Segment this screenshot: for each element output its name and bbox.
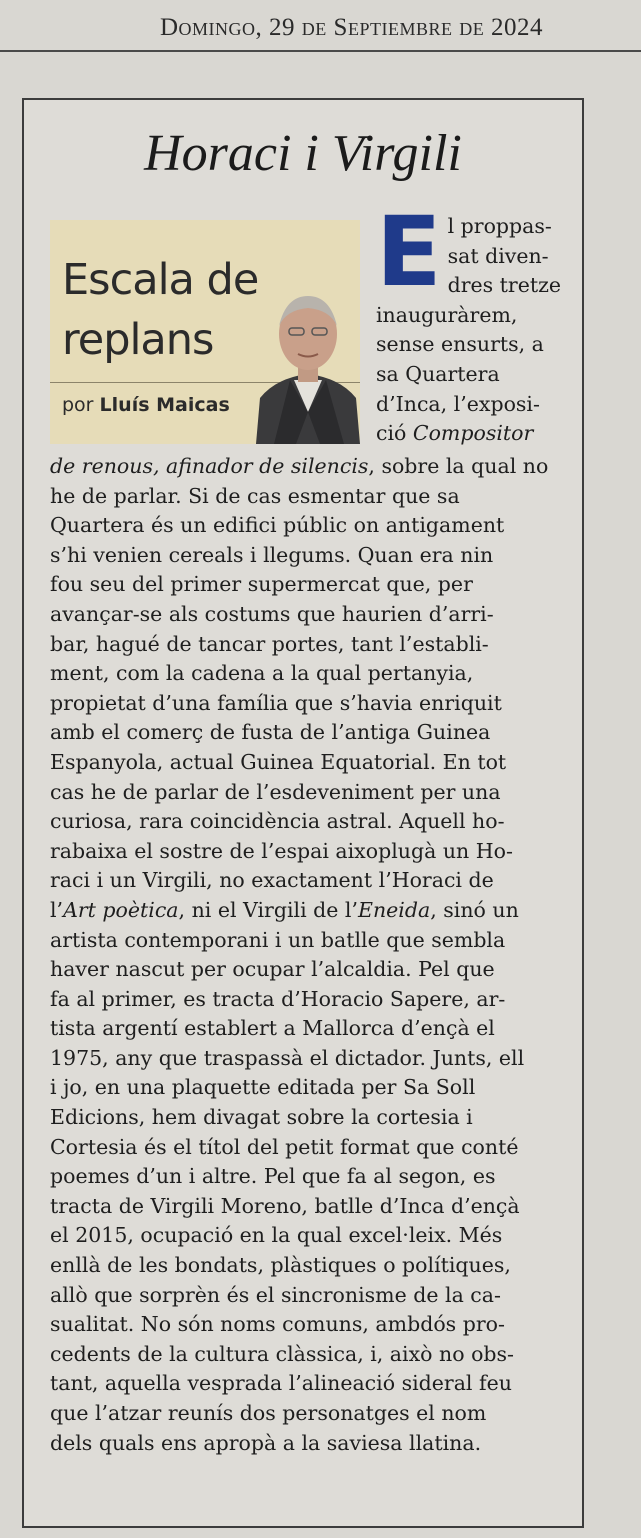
text-line: avançar-se als costums que haurien d’arri- [50,601,494,626]
text-line: sualitat. No són noms comuns, ambdós pro- [50,1312,505,1337]
text-line: Quartera és un edifici públic on antigament [50,513,505,538]
artwork-title: de renous, afinador de silencis [50,454,369,478]
text-line: artista contemporani i un batlle que sembla [50,927,506,952]
text-line: allò que sorprèn és el sincronisme de la ca- [50,1282,501,1307]
text-line: 1975, any que traspassà el dictador. Junts, ell [50,1045,525,1070]
text-line: tracta de Virgili Moreno, batlle d’Inca d’ençà [50,1193,520,1218]
text-line: dels quals ens apropà a la saviesa llatina. [50,1430,482,1455]
work-title: Art poètica [63,897,179,922]
header-rule [0,50,641,52]
text-line: sat diven- [447,243,549,268]
headline: Horaci i Virgili [144,125,462,182]
text-line [50,896,562,926]
article-frame [22,98,584,1528]
byline-prefix: por [62,394,94,416]
work-title: Eneida [358,897,431,922]
text-line: curiosa, rara coincidència astral. Aquell ho- [50,809,505,834]
text-line: haver nascut per ocupar l’alcaldia. Pel que [50,957,495,982]
text-segment: , ni el Virgili de l’ [178,897,358,922]
text-line: he de parlar. Si de cas esmentar que sa [50,483,460,508]
column-box-spacer [50,212,376,452]
dateline: Domingo, 29 de Septiembre de 2024 [160,14,543,41]
text-line: el 2015, ocupació en la qual excel·leix. Més [50,1223,503,1248]
text-segment: ció [376,421,413,446]
author-name: Lluís Maicas [99,394,230,416]
drop-cap: E [376,196,442,308]
text-line: sa Quartera [376,361,500,386]
text-line: tant, aquella vesprada l’alineació sideral feu [50,1371,512,1396]
text-line: s’hi venien cereals i llegums. Quan era nin [50,542,494,567]
text-line: rabaixa el sostre de l’espai aixoplugà un Ho- [50,838,513,863]
text-line: Cortesia és el títol del petit format que conté [50,1134,519,1159]
text-line: fou seu del primer supermercat que, per [50,572,473,597]
text-line: l proppas- [447,214,552,238]
article-body [50,196,562,1458]
text-line: que l’atzar reunís dos personatges el nom [50,1401,487,1425]
artwork-title: Compositor [412,421,534,446]
text-segment: l’ [50,897,64,922]
text-segment: , sinó un [430,897,519,922]
text-line: bar, hagué de tancar portes, tant l’establi- [50,631,489,656]
text-line: d’Inca, l’exposi- [376,391,540,416]
text-line: poemes d’un i altre. Pel que fa al segon, es [50,1164,496,1189]
text-line: raci i un Virgili, no exactament l’Horaci de [50,868,494,893]
column-title-line2: replans [62,315,214,365]
text-line: dres tretze [447,273,562,298]
text-line: i jo, en una plaquette editada per Sa Soll [50,1075,476,1100]
column-title-line1: Escala de [62,255,259,305]
text-line: cas he de parlar de l’esdeveniment per una [50,779,501,804]
text-line: fa al primer, es tracta d’Horacio Sapere, ar- [50,986,506,1011]
text-line [50,452,562,482]
text-line: cedents de la cultura clàssica, i, això no obs- [50,1341,514,1366]
text-line: sense ensurts, a [376,332,544,357]
text-segment: , sobre la qual no [368,454,549,478]
text-line: ment, com la cadena a la qual pertanyia, [50,661,474,686]
text-line: inauguràrem, [376,302,518,327]
text-line: propietat d’una família que s’havia enriquit [50,690,502,715]
text-line: enllà de les bondats, plàstiques o polítiques, [50,1253,511,1278]
text-line: tista argentí establert a Mallorca d’ençà el [50,1016,495,1041]
text-line: Edicions, hem divagat sobre la cortesia i [50,1105,473,1130]
text-line: Espanyola, actual Guinea Equatorial. En tot [50,749,507,774]
text-line: amb el comerç de fusta de l’antiga Guinea [50,720,491,745]
